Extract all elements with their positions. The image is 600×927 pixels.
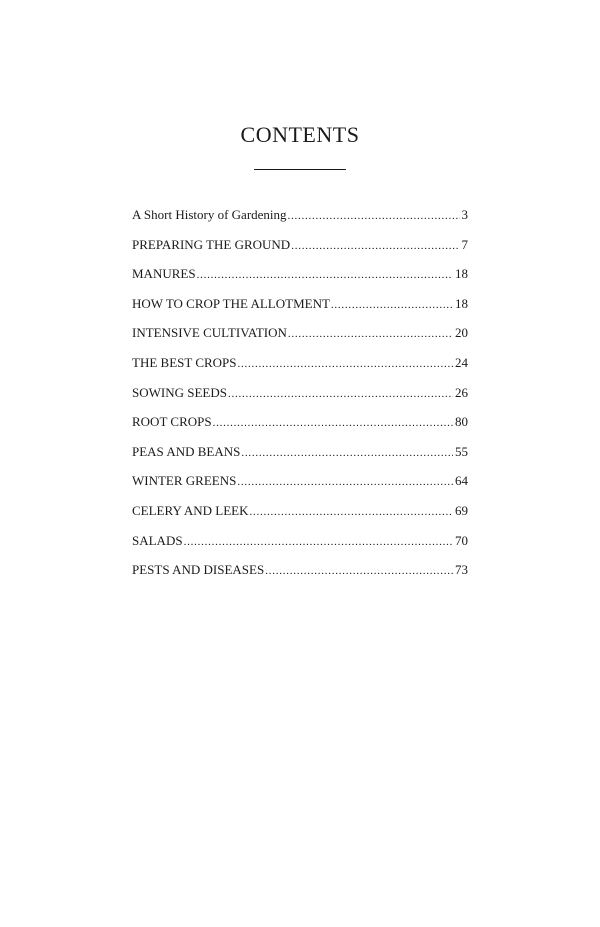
toc-entry[interactable]: [132, 413, 468, 443]
toc-entry-page: 24: [455, 354, 468, 370]
toc-leader-dots: [184, 533, 453, 551]
toc-entry[interactable]: [132, 295, 468, 325]
toc-leader-dots: [291, 237, 459, 255]
toc-entry[interactable]: [132, 502, 468, 532]
toc-entry-title: HOW TO CROP THE ALLOTMENT: [132, 295, 330, 311]
toc-entry-title: CELERY AND LEEK: [132, 502, 249, 518]
toc-entry-page: 7: [461, 236, 468, 252]
toc-entry-title: PEAS AND BEANS: [132, 443, 241, 459]
toc-entry-page: 18: [455, 295, 468, 311]
toc-leader-dots: [197, 266, 453, 284]
toc-entry[interactable]: [132, 561, 468, 591]
toc-entry[interactable]: [132, 443, 468, 473]
toc-entry-page: 18: [455, 266, 468, 282]
toc-entry-page: 70: [455, 532, 468, 548]
toc-entry[interactable]: [132, 324, 468, 354]
page-title: CONTENTS: [240, 122, 360, 147]
toc-entry[interactable]: [132, 265, 468, 295]
toc-leader-dots: [241, 444, 453, 462]
toc-leader-dots: [228, 385, 453, 403]
toc-entry-title: A Short History of Gardening: [132, 207, 287, 222]
toc-entry-title: INTENSIVE CULTIVATION: [132, 325, 287, 341]
toc-leader-dots: [288, 207, 460, 225]
toc-entry[interactable]: [132, 354, 468, 384]
toc-entry[interactable]: [132, 236, 468, 266]
title-divider: [254, 169, 346, 170]
toc-entry-page: 26: [455, 384, 468, 400]
toc-entry[interactable]: [132, 206, 468, 236]
toc-entry[interactable]: [132, 532, 468, 562]
toc-entry-title: PREPARING THE GROUND: [132, 236, 291, 252]
toc-entry-title: WINTER GREENS: [132, 473, 237, 489]
toc-entry[interactable]: [132, 384, 468, 414]
toc-entry-page: 80: [455, 414, 468, 430]
toc-entry-title: PESTS AND DISEASES: [132, 562, 265, 578]
toc-leader-dots: [237, 473, 453, 491]
toc-leader-dots: [331, 296, 453, 314]
table-of-contents: [132, 206, 468, 591]
toc-leader-dots: [288, 325, 453, 343]
toc-entry[interactable]: [132, 472, 468, 502]
toc-entry-page: 55: [455, 443, 468, 459]
toc-entry-title: THE BEST CROPS: [132, 354, 237, 370]
toc-entry-title: SALADS: [132, 532, 183, 548]
toc-leader-dots: [238, 355, 453, 373]
toc-entry-title: MANURES: [132, 266, 196, 282]
toc-leader-dots: [265, 562, 453, 580]
toc-entry-page: 3: [461, 207, 468, 222]
toc-entry-page: 73: [455, 562, 468, 578]
toc-entry-page: 69: [455, 502, 468, 518]
toc-entry-page: 64: [455, 473, 468, 489]
toc-entry-title: SOWING SEEDS: [132, 384, 227, 400]
toc-entry-title: ROOT CROPS: [132, 414, 212, 430]
toc-leader-dots: [250, 503, 453, 521]
toc-entry-page: 20: [455, 325, 468, 341]
toc-leader-dots: [213, 414, 453, 432]
